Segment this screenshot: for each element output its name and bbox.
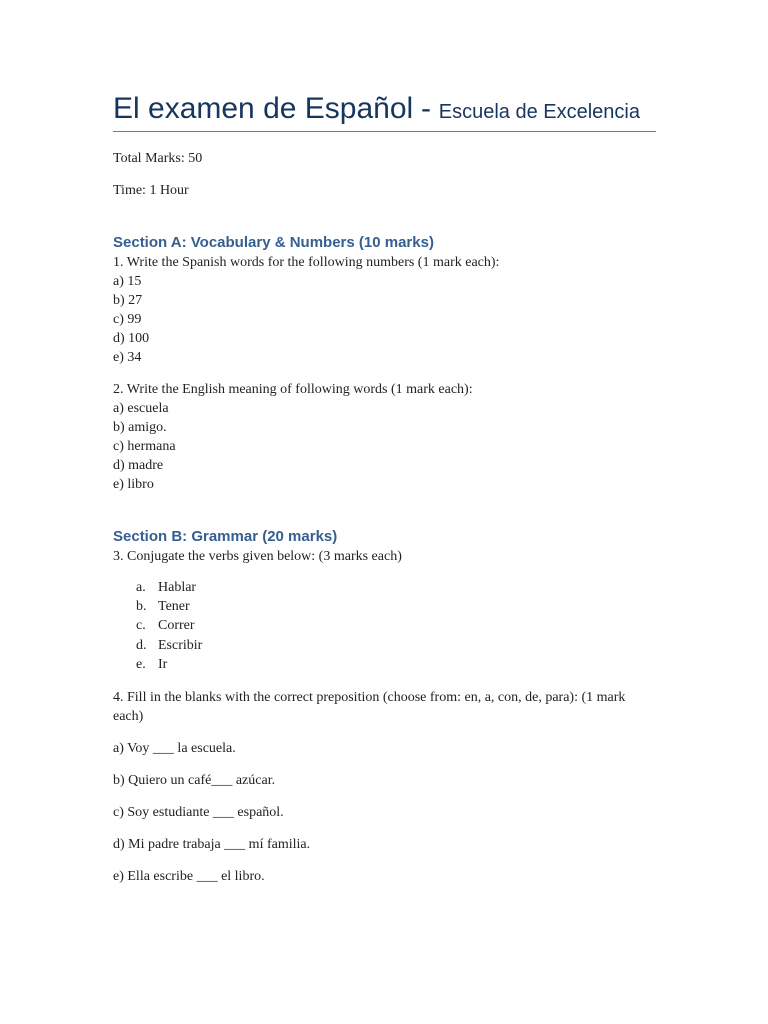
question-1-item: b) 27	[113, 292, 143, 308]
section-b-heading: Section B: Grammar (20 marks)	[113, 527, 338, 545]
question-1-item: d) 100	[113, 330, 150, 346]
fill-in-blank-item: c) Soy estudiante ___ español.	[113, 804, 284, 820]
question-2-item: c) hermana	[113, 438, 176, 454]
list-marker: c.	[136, 618, 146, 634]
title-main: El examen de Español	[113, 92, 414, 125]
question-4	[113, 688, 656, 886]
total-marks: Total Marks: 50	[113, 150, 203, 166]
verb-list-item	[113, 578, 656, 597]
question-2	[113, 380, 656, 494]
fill-in-blank-item: a) Voy ___ la escuela.	[113, 740, 236, 756]
list-marker: e.	[136, 657, 146, 673]
verb-list-item	[113, 597, 656, 616]
verb-list-item	[113, 636, 656, 655]
verb-list-item	[113, 616, 656, 635]
list-marker: b.	[136, 598, 147, 614]
fill-in-blank-item: e) Ella escribe ___ el libro.	[113, 868, 265, 884]
verb: Ir	[158, 657, 168, 673]
question-2-prompt: 2. Write the English meaning of following words (1 mark each):	[113, 381, 473, 397]
question-2-item: b) amigo.	[113, 419, 167, 435]
question-1-item: c) 99	[113, 311, 142, 327]
question-3-prompt: 3. Conjugate the verbs given below: (3 marks each)	[113, 548, 402, 564]
question-1-prompt: 1. Write the Spanish words for the following numbers (1 mark each):	[113, 254, 500, 270]
verb-list-item	[113, 655, 656, 674]
fill-in-blank-item: d) Mi padre trabaja ___ mí familia.	[113, 836, 311, 852]
exam-title	[113, 90, 656, 132]
verb-list	[113, 578, 656, 675]
question-1-item: a) 15	[113, 273, 142, 289]
title-school: Escuela de Excelencia	[438, 101, 640, 123]
question-2-item: a) escuela	[113, 400, 169, 416]
question-3	[113, 547, 656, 675]
title-separator: -	[420, 92, 431, 125]
question-2-item: d) madre	[113, 457, 164, 473]
verb: Escribir	[158, 637, 203, 653]
list-marker: d.	[136, 637, 147, 653]
section-a-heading: Section A: Vocabulary & Numbers (10 marks)	[113, 233, 434, 251]
verb: Correr	[158, 618, 195, 634]
question-1-item: e) 34	[113, 349, 142, 365]
question-4-prompt: 4. Fill in the blanks with the correct preposition (choose from: en, a, con, de, para): (1 mark each)	[113, 689, 626, 724]
verb: Tener	[158, 598, 190, 614]
verb: Hablar	[158, 579, 197, 595]
question-1	[113, 253, 656, 367]
exam-page	[113, 90, 656, 886]
exam-time: Time: 1 Hour	[113, 182, 189, 198]
list-marker: a.	[136, 579, 146, 595]
question-2-item: e) libro	[113, 476, 154, 492]
fill-in-blank-item: b) Quiero un café___ azúcar.	[113, 772, 276, 788]
